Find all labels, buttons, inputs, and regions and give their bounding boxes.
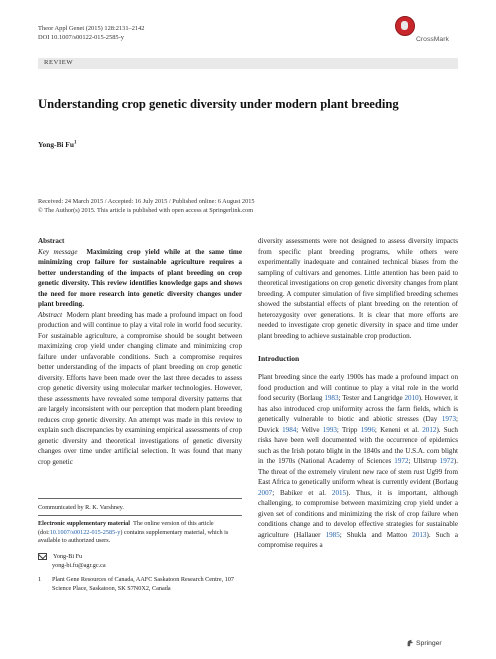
intro-text: ; Ullstrup [408,457,440,465]
abstract-left-column [38,236,242,467]
citation-link[interactable]: 1983 [324,394,339,402]
citation-link[interactable]: 1985 [325,530,340,539]
footnote-divider [38,515,242,516]
abstract-right-column [258,236,458,341]
author-name: Yong-Bi Fu [38,140,74,149]
citation-link[interactable]: 2012 [422,425,437,434]
intro-text: ; Shukla and Mattoo [339,530,413,539]
envelope-icon [38,553,47,560]
article-title: Understanding crop genetic diversity under modern plant breeding [38,97,399,111]
supplementary-note [38,520,242,546]
intro-text: ). However, it has also introduced crop uniformity across the farm fields, which is genetically vulnerable to biotic and abiotic stresses (Day [258,394,458,423]
publisher-logo [406,639,442,647]
intro-text: ; Tester and Langridge [338,394,405,402]
citation-link[interactable]: 1993 [322,425,337,434]
affiliation [38,576,242,593]
key-message-label: Key message [38,247,78,256]
affiliation-number: 1 [38,576,42,583]
journal-header [38,24,145,42]
key-message [38,247,242,310]
esm-doi-link[interactable]: 10.1007/s00122-015-2585-y [49,528,121,536]
citation-link[interactable]: 1972 [439,457,454,465]
intro-text: ). Thus, it is important, although challenging, to compromise between maximizing crop yield under a given set of conditions and minimizing the risk of crop failure when conditions change and to develop effective strategies for sustainable agriculture (Hallauer [258,488,458,539]
introduction-heading: Introduction [258,354,300,363]
abstract-heading: Abstract [38,237,65,245]
abstract-body [38,310,242,468]
intro-text: ). Such a compromise requires a [258,530,458,549]
section-band [38,58,458,69]
esm-text: The online version of this article (doi: [38,520,214,536]
abstract-text: Modern plant breeding has made a profound impact on food production and will continue to play a vital role in world food security. For sustainable agriculture, a compromise should be sought between maximizing crop yield under changing climate and minimizing crop failure under unfavorable conditions. Such a compromise requires better understanding of the impacts of plant breeding on crop genetic diversity. Efforts have been made over the last three decades to assess crop genetic diversity using molecular marker technologies. However, these assessments have revealed some temporal diversity patterns that are largely inconsistent with our perception that modern plant breeding reduces crop genetic diversity. An attempt was made in this review to explain such discrepancies by examining empirical assessments of crop genetic diversity and theoretical investigations of genetic diversity changes over time under artificial selection. It was found that many crop genetic [38,310,243,466]
contact-name: Yong-Bi Fu [53,553,83,560]
affiliation-text: Plant Gene Resources of Canada, AAFC Saskatoon Research Centre, 107 Science Place, Saskatoon, SK S7N0X2, Canada [52,576,234,592]
intro-text: ; Tripp [336,425,361,434]
esm-text: ) contains supplementary material, which is available to authorized users. [38,528,229,544]
introduction-body [258,372,458,551]
copyright-line: © The Author(s) 2015. This article is published with open access at Springerlink.com [38,206,254,214]
journal-doi: DOI 10.1007/s00122-015-2585-y [38,34,124,41]
intro-text: ; Keneni et al. [374,425,423,434]
intro-text: ; Babiker et al. [272,488,332,497]
citation-link[interactable]: 1984 [282,425,297,434]
citation-link[interactable]: 1972 [394,457,409,465]
intro-text: ). The threat of the extremely virulent new race of stem rust Ug99 from East Africa to genetically uniform wheat is currently evident (Borlaug [258,457,458,486]
citation-link[interactable]: 2013 [412,530,427,539]
journal-citation: Theor Appl Genet (2015) 128:2131–2142 [38,25,145,32]
corresponding-author [38,553,106,570]
citation-link[interactable]: 2007 [258,488,273,497]
key-message-text: Maximizing crop yield while at the same time minimizing crop failure for sustainable agriculture requires a better understanding of the impacts of plant breeding on crop genetic diversity. This review identifies knowledge gaps and shows the need for more research into genetic diversity changes under plant breeding. [38,247,242,308]
crossmark-icon [395,16,415,36]
abstract-label: Abstract [38,310,63,319]
communicated-by: Communicated by R. K. Varshney. [38,504,124,511]
citation-link[interactable]: 1973 [441,415,457,423]
dates-line: Received: 24 March 2015 / Accepted: 16 July 2015 / Published online: 6 August 2015 [38,198,255,205]
section-label: REVIEW [44,59,74,66]
esm-label: Electronic supplementary material [38,520,130,527]
intro-text: Plant breeding since the early 1900s has made a profound impact on food production and will continue to play a vital role in the world food security (Borlaug [258,373,458,402]
citation-link[interactable]: 2015 [331,488,347,497]
crossmark-label: CrossMark [416,36,449,43]
crossmark-badge[interactable] [395,16,457,44]
contact-email[interactable]: yong-bi.fu@agr.gc.ca [52,561,106,569]
citation-link[interactable]: 1996 [360,425,375,434]
citation-link[interactable]: 2010 [404,394,419,402]
abstract-continuation: diversity assessments were not designed to assess diversity impacts from specific plant breeding programs, while others were experimentally inadequate and contained technical biases from the sampling of cultivars and genomes. Little attention has been paid to theoretical investigations on crop genetic diversity changes from plant breeding. A computer simulation of five simplified breeding schemes showed the substantial effects of plant breeding on the retention of heterozygosity over generations. It is clear that more efforts are needed to investigate crop genetic diversity in space and time under plant breeding to achieve sustainable crop production. [258,237,458,340]
springer-horse-icon [406,639,414,647]
publisher-name: Springer [416,639,442,647]
author-line [38,140,76,149]
intro-text: ; Duvick [258,415,458,434]
author-affiliation-marker: 1 [73,140,77,146]
article-dates [38,198,458,215]
intro-text: ). Such risks have been well documented with the occurrence of epidemics such as the Irish potato blight in the 1840s and the U.S.A. corn blight in the 1970s (National Academy of Sciences [258,425,458,465]
footnote-divider [38,498,242,499]
intro-text: ; Vellve [296,425,323,434]
